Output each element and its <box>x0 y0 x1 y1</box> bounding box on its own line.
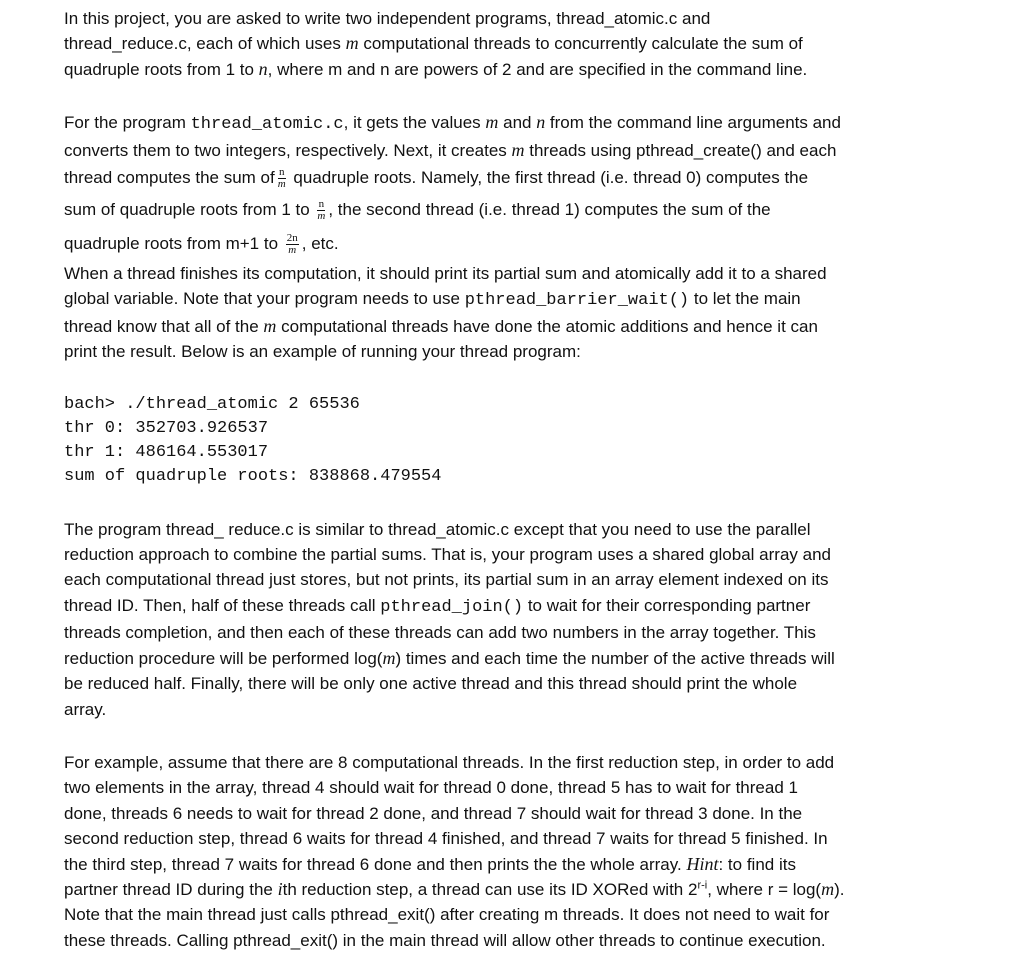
text-line: quadruple roots from m+1 to $\frac{2n}{m}$ , etc. <box>64 232 339 257</box>
inline-code: pthread_join() <box>380 597 524 617</box>
barrier-paragraph <box>64 261 964 365</box>
superscript: r-i <box>697 879 708 892</box>
inline-code: thread_atomic.c <box>190 115 344 135</box>
fraction-n-over-m: $\frac{n}{m}$ <box>277 166 286 191</box>
text-line: In this project, you are asked to write two independent programs, thread_atomic.c and <box>64 9 711 28</box>
text-line: global variable. Note that your program needs to use pthread_barrier_wait() to let the main <box>64 289 801 311</box>
inline-code: pthread_barrier_wait() <box>464 291 690 311</box>
text-line: For example, assume that there are 8 computational threads. In the first reduction step, in order to add <box>64 752 835 772</box>
text-line: quadruple roots from 1 to n, where m and n are powers of 2 and are specified in the command line. <box>64 58 808 79</box>
text-line: the third step, thread 7 waits for thread 6 done and then prints the the whole array. Hint: to find its <box>64 853 796 874</box>
text-line: Note that the main thread just calls pthread_exit() after creating m threads. It does not need to wait for <box>64 905 830 925</box>
text-line: When a thread finishes its computation, it should print its partial sum and atomically add it to a shared <box>64 264 827 284</box>
text-line: converts them to two integers, respectively. Next, it creates m threads using pthread_create() and each <box>64 139 837 160</box>
text-line: threads completion, and then each of these threads can add two numbers in the array together. This <box>64 623 816 643</box>
document-page <box>64 6 964 953</box>
code-line: thr 0: 352703.926537 <box>64 418 269 438</box>
text-line: partner thread ID during the ith reduction step, a thread can use its ID XORed with 2$^{r-i}$, where r = log(m). <box>64 878 845 899</box>
code-line: bach> ./thread_atomic 2 65536 <box>64 394 360 414</box>
fraction-2n-over-m: $\frac{2n}{m}$ <box>286 232 298 257</box>
text-line: each computational thread just stores, but not prints, its partial sum in an array element indexed on its <box>64 570 829 590</box>
intro-paragraph <box>64 6 964 82</box>
example-paragraph <box>64 750 964 953</box>
text-line: thread computes the sum of $\frac{n}{m}$ quadruple roots. Namely, the first thread (i.e. thread 0) computes the <box>64 166 809 191</box>
text-line: print the result. Below is an example of running your thread program: <box>64 342 581 362</box>
text-line: thread ID. Then, half of these threads call pthread_join() to wait for their corresponding partner <box>64 595 811 617</box>
text-line: be reduced half. Finally, there will be only one active thread and this thread should print the whole <box>64 674 798 694</box>
text-line: reduction procedure will be performed log(m) times and each time the number of the active threads will <box>64 647 835 668</box>
example-output-block <box>64 393 964 489</box>
text-line: done, threads 6 needs to wait for thread 2 done, and thread 7 should wait for thread 3 done. In the <box>64 803 803 823</box>
code-line: thr 1: 486164.553017 <box>64 442 269 462</box>
text-line: these threads. Calling pthread_exit() in the main thread will allow other threads to continue execution. <box>64 930 826 950</box>
reduce-description-paragraph <box>64 517 964 722</box>
text-line: sum of quadruple roots from 1 to $\frac{n}{m}$ , the second thread (i.e. thread 1) computes the sum of the <box>64 198 771 223</box>
text-line: two elements in the array, thread 4 should wait for thread 0 done, thread 5 has to wait for thread 1 <box>64 778 798 798</box>
atomic-description-paragraph <box>64 110 964 261</box>
code-line: sum of quadruple roots: 838868.479554 <box>64 466 442 486</box>
text-line: thread_reduce.c, each of which uses m computational threads to concurrently calculate the sum of <box>64 33 803 54</box>
fraction-n-over-m: $\frac{n}{m}$ <box>317 198 326 223</box>
text-line: second reduction step, thread 6 waits for thread 4 finished, and thread 7 waits for thread 5 finished. In <box>64 829 828 849</box>
text-line: array. <box>64 699 107 719</box>
text-line: The program thread_ reduce.c is similar to thread_atomic.c except that you need to use the parallel <box>64 519 811 539</box>
text-line: thread know that all of the m computational threads have done the atomic additions and hence it can <box>64 315 818 336</box>
text-line: For the program thread_atomic.c, it gets the values m and n from the command line arguments and <box>64 112 841 135</box>
text-line: reduction approach to combine the partial sums. That is, your program uses a shared global array and <box>64 545 831 565</box>
